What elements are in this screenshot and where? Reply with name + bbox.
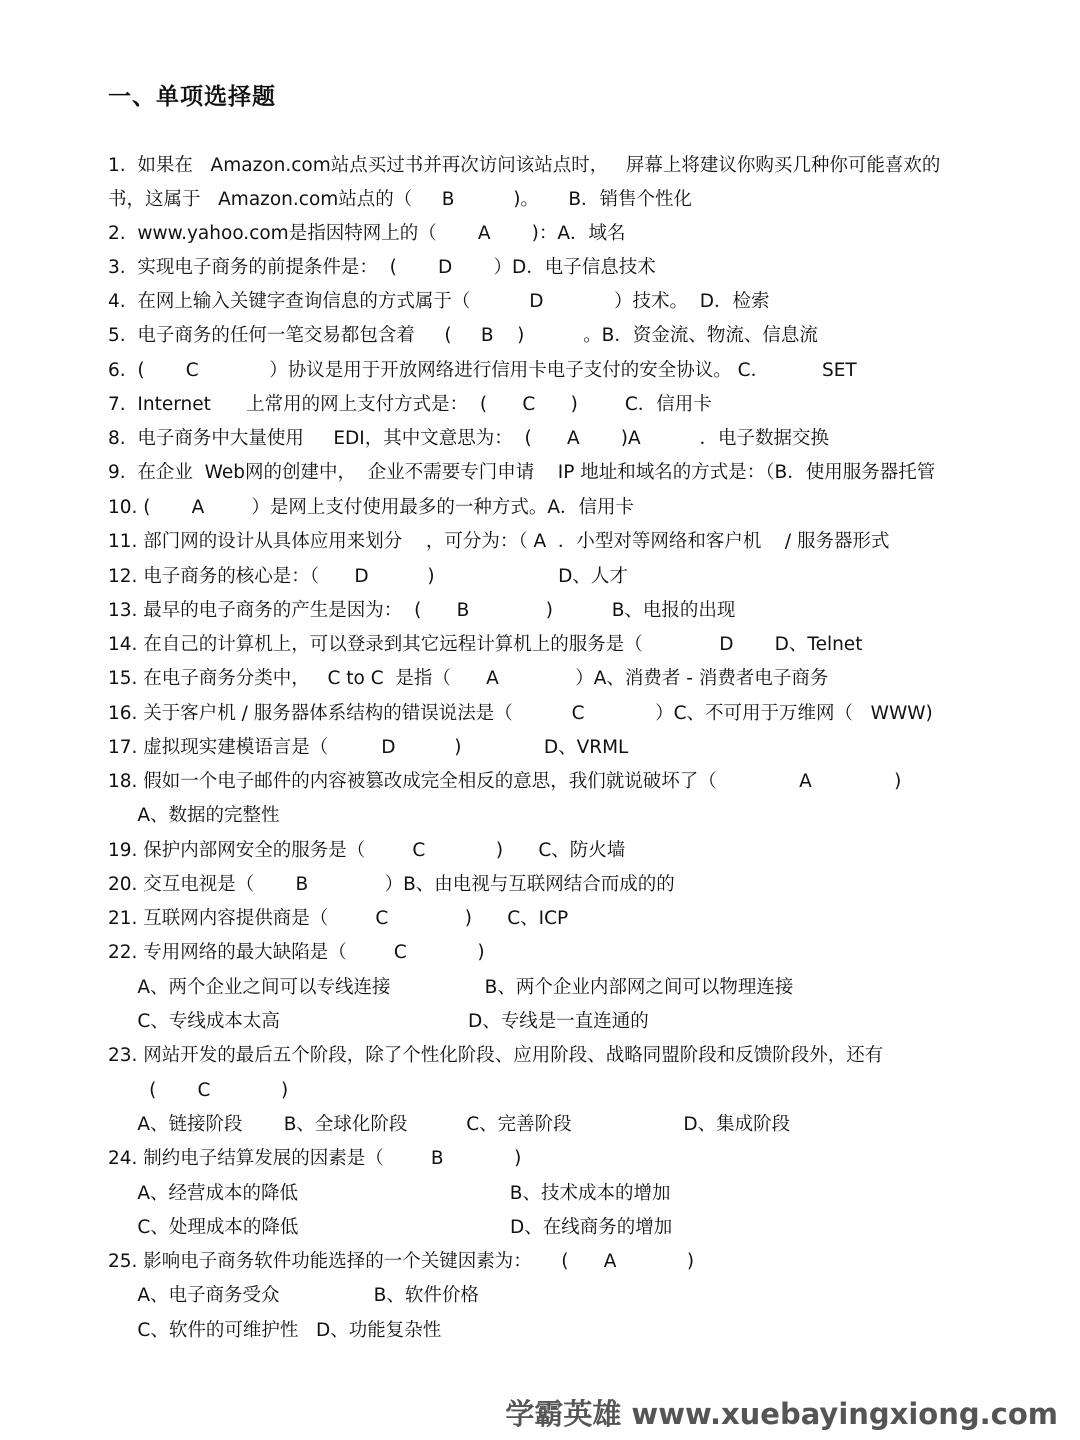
question-line: 8. 电子商务中大量使用 EDI，其中文意思为： ( A )A ．电子数据交换 — [108, 428, 829, 449]
option-line: A、链接阶段 B、全球化阶段 C、完善阶段 D、集成阶段 — [108, 1114, 791, 1135]
question-line: 16. 关于客户机 / 服务器体系结构的错误说法是（ C ）C、不可用于万维网（ WWW) — [108, 703, 933, 724]
option-line: C、处理成本的降低 D、在线商务的增加 — [108, 1217, 673, 1238]
question-line: 11. 部门网的设计从具体应用来划分 ，可分为：（ A ．小型对等网络和客户机 / 服务器形式 — [108, 531, 890, 552]
question-line: 10. ( A ）是网上支付使用最多的一种方式。A．信用卡 — [108, 497, 635, 518]
question-line: 书，这属于 Amazon.com站点的（ B )。 B．销售个性化 — [108, 189, 693, 210]
question-line: 5. 电子商务的任何一笔交易都包含着 ( B ) 。B．资金流、物流、信息流 — [108, 325, 818, 346]
question-line: 17. 虚拟现实建模语言是（ D ) D、VRML — [108, 737, 629, 758]
answer-line: ( C ) — [108, 1080, 289, 1101]
question-line: 18. 假如一个电子邮件的内容被篡改成完全相反的意思，我们就说破坏了（ A ) — [108, 771, 902, 792]
question-line: 25. 影响电子商务软件功能选择的一个关键因素为： ( A ) — [108, 1251, 695, 1272]
watermark-footer: 学霸英雄 www.xuebayingxiong.com — [505, 1397, 1058, 1431]
question-line: 15. 在电子商务分类中， C to C 是指（ A ）A、消费者 - 消费者电子商务 — [108, 668, 829, 689]
option-line: A、经营成本的降低 B、技术成本的增加 — [108, 1183, 671, 1204]
question-line: 19. 保护内部网安全的服务是（ C ) C、防火墙 — [108, 840, 626, 861]
option-line: C、软件的可维护性 D、功能复杂性 — [108, 1320, 442, 1341]
question-line: 1. 如果在 Amazon.com站点买过书并再次访问该站点时， 屏幕上将建议你购买几种你可能喜欢的 — [108, 155, 941, 176]
question-line: 6. ( C ）协议是用于开放网络进行信用卡电子支付的安全协议。 C． SET — [108, 360, 857, 381]
question-line: 23. 网站开发的最后五个阶段，除了个性化阶段、应用阶段、战略同盟阶段和反馈阶段外，还有 — [108, 1045, 884, 1066]
section-title: 一、单项选择题 — [108, 84, 276, 110]
question-line: 21. 互联网内容提供商是（ C ) C、ICP — [108, 908, 569, 929]
option-line: A、数据的完整性 — [108, 805, 280, 826]
question-line: 24. 制约电子结算发展的因素是（ B ) — [108, 1148, 522, 1169]
option-line: A、电子商务受众 B、软件价格 — [108, 1285, 479, 1306]
question-line: 2. www.yahoo.com是指因特网上的（ A )：A．域名 — [108, 223, 626, 244]
question-line: 13. 最早的电子商务的产生是因为： ( B ) B、电报的出现 — [108, 600, 736, 621]
question-line: 14. 在自己的计算机上，可以登录到其它远程计算机上的服务是（ D D、Telnet — [108, 634, 863, 655]
question-line: 22. 专用网络的最大缺陷是（ C ) — [108, 942, 485, 963]
question-line: 4. 在网上输入关键字查询信息的方式属于（ D ）技术。 D．检索 — [108, 291, 770, 312]
question-line: 3. 实现电子商务的前提条件是： ( D ）D．电子信息技术 — [108, 257, 656, 278]
option-line: A、两个企业之间可以专线连接 B、两个企业内部网之间可以物理连接 — [108, 977, 794, 998]
question-line: 20. 交互电视是（ B ）B、由电视与互联网结合而成的的 — [108, 874, 675, 895]
question-line: 7. Internet 上常用的网上支付方式是： ( C ) C．信用卡 — [108, 394, 712, 415]
question-line: 9. 在企业 Web网的创建中， 企业不需要专门申请 IP 地址和域名的方式是：（B．使用服务器托管 — [108, 462, 936, 483]
question-line: 12. 电子商务的核心是：（ D ) D、人才 — [108, 566, 628, 587]
option-line: C、专线成本太高 D、专线是一直连通的 — [108, 1011, 649, 1032]
